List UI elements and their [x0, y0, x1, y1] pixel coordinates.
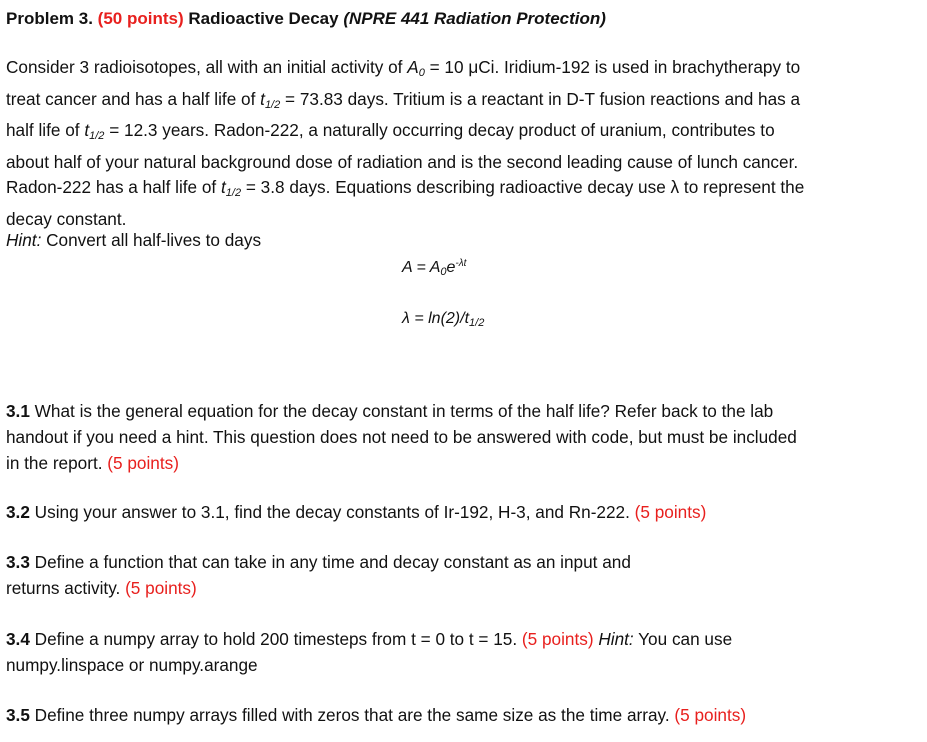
course-name: (NPRE 441 Radiation Protection) — [343, 9, 606, 28]
hint-line: Hint: Convert all half-lives to days — [6, 230, 262, 250]
points-label: (5 points) — [634, 502, 707, 522]
decay-equation: $A = A_0e^{-\lambda t}$ — [402, 258, 467, 278]
half-life-symbol: $t_{1/2}$ — [221, 177, 242, 199]
decay-constant-equation: $\lambda = \ln(2)/t_{1/2}$ — [402, 310, 485, 329]
problem-points: (50 points) — [97, 9, 184, 28]
problem-number: Problem 3. — [6, 9, 93, 28]
points-label: (5 points) — [107, 453, 179, 473]
problem-title — [6, 9, 606, 29]
half-life-symbol: $t_{1/2}$ — [260, 88, 281, 111]
question-3-4: 3.4 Define a numpy array to hold 200 timesteps from t = 0 to t = 15. (5 points) Hint: You can use numpy.linspace or numpy.arange — [6, 629, 733, 675]
question-3-3: 3.3 Define a function that can take in any time and decay constant as an input and returns activity. (5 points) — [6, 552, 631, 598]
question-3-5: 3.5 Define three numpy arrays filled with zeros that are the same size as the time array. (5 points) — [6, 705, 747, 725]
a0-symbol: $A_0$ — [407, 57, 425, 79]
half-life-symbol: $t_{1/2}$ — [84, 120, 105, 142]
question-3-1: 3.1 What is the general equation for the decay constant in terms of the half life? Refer back to the lab handout if you need a hint. This question does not need to be answered with code, but must be included in the report. (5 points) — [6, 401, 797, 473]
problem-heading: Radioactive Decay — [188, 9, 339, 28]
question-3-2: 3.2 Using your answer to 3.1, find the decay constants of Ir-192, H-3, and Rn-222. (5 points) — [6, 502, 707, 522]
intro-paragraph: Consider 3 radioisotopes, all with an initial activity of $A_0 = 10$ μCi. Iridium-192 is used in brachytherapy to treat cancer and has a half life of $t_{1/2} = 73.83$ days. Tritium is a reactant in D-T fusion reactions and has a half life of $t_{1/2} = 12.3$ years. Radon-222, a naturally occurring decay product of uranium, contributes to about half of your natural background dose of radiation and is the second leading cause of lunch cancer. Radon-222 has a half life of $t_{1/2} = 3.8$ days. Equations describing radioactive decay use λ to represent the decay constant. — [6, 57, 805, 229]
points-label: (5 points) — [521, 629, 594, 649]
points-label: (5 points) — [674, 705, 747, 725]
points-label: (5 points) — [125, 578, 197, 598]
hint-label: Hint: — [6, 230, 42, 250]
